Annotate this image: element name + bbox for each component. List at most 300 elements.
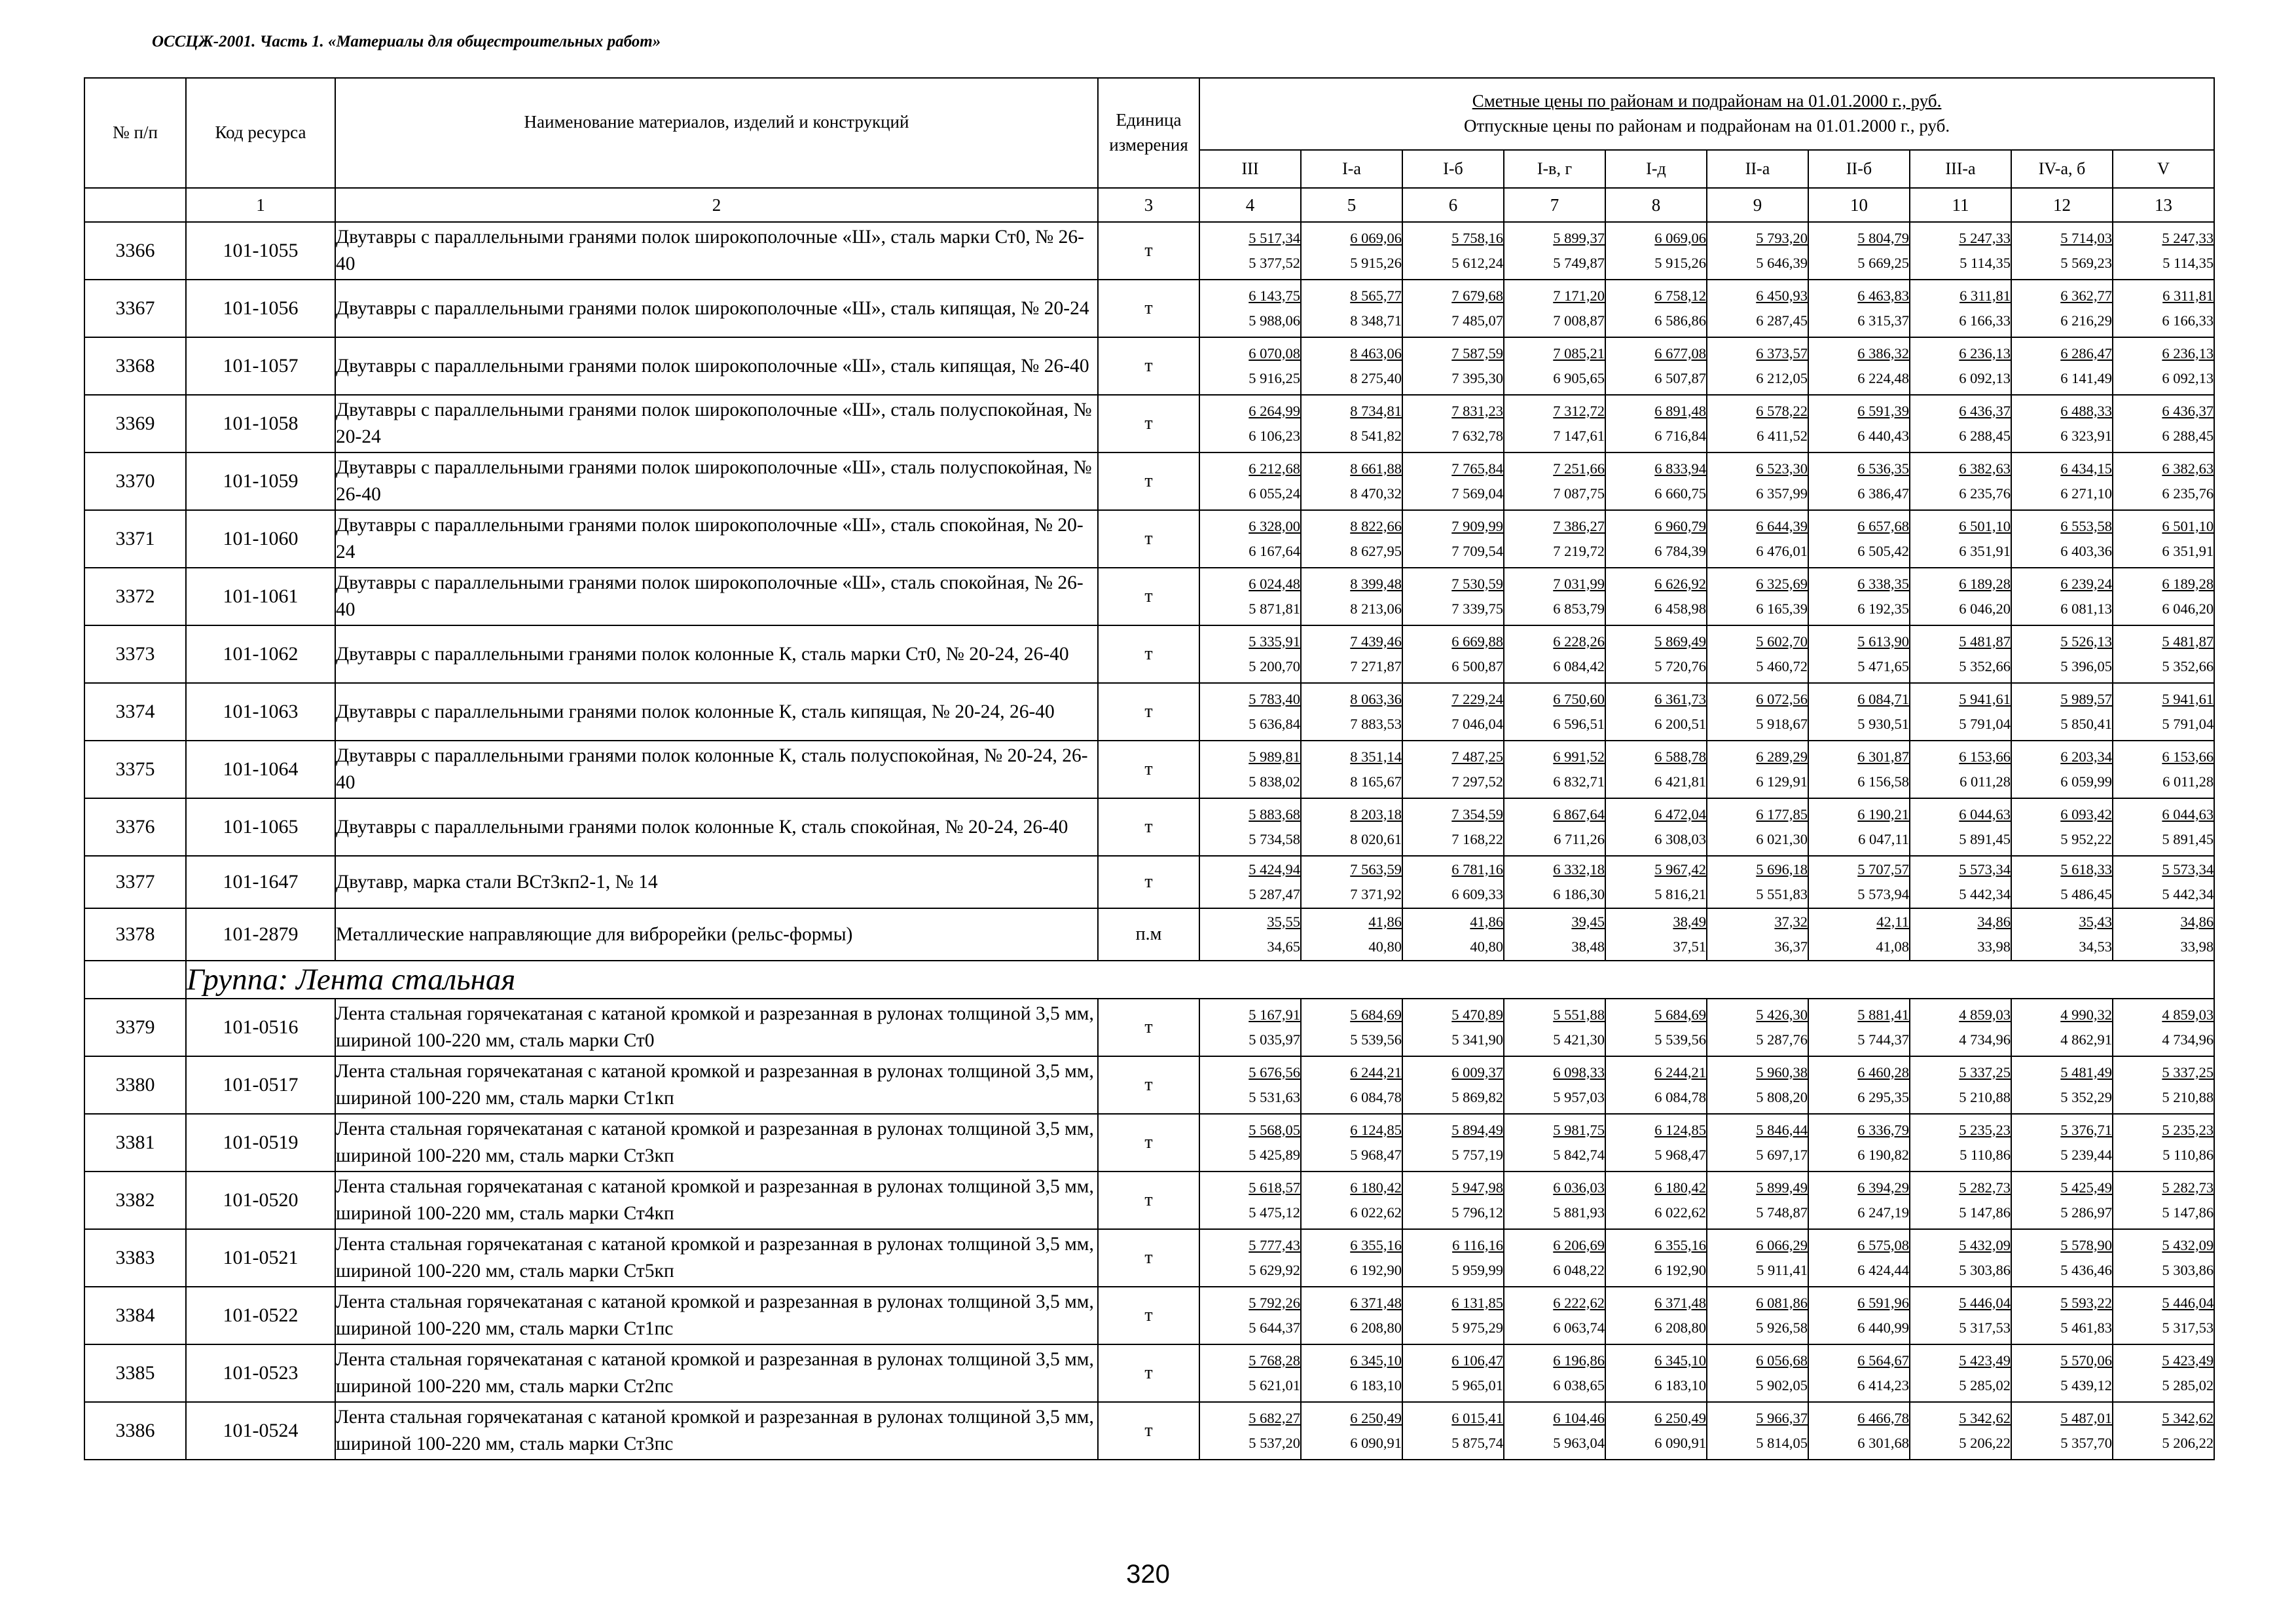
column-number: 10 [1808,188,1910,222]
estimate-price: 6 644,39 [1756,517,1808,534]
material-name: Металлические направляющие для виброрейки (рельс-формы) [335,908,1098,961]
estimate-price: 6 189,28 [1959,575,2011,592]
price-cell [2011,908,2113,961]
resource-code: 101-1065 [186,798,335,856]
column-number: 8 [1605,188,1707,222]
estimate-price: 6 553,58 [2060,517,2112,534]
price-cell [1504,1114,1605,1172]
row-number: 3375 [84,741,186,798]
release-price: 5 808,20 [1756,1089,1808,1105]
price-cell [1707,1344,1808,1402]
estimate-price: 5 593,22 [2060,1294,2112,1311]
release-price: 5 697,17 [1756,1147,1808,1163]
release-price: 5 200,70 [1248,658,1300,674]
estimate-price: 8 399,48 [1350,575,1402,592]
price-cell [1707,1229,1808,1287]
estimate-price: 6 056,68 [1756,1352,1808,1369]
estimate-price: 6 371,48 [1350,1294,1402,1311]
price-cell [1605,1287,1707,1344]
release-price: 4 734,96 [1959,1031,2011,1048]
estimate-price: 5 335,91 [1248,633,1300,650]
estimate-price: 8 822,66 [1350,517,1402,534]
price-cell [1910,683,2011,741]
release-price: 6 288,45 [1959,428,2011,444]
release-price: 8 275,40 [1350,370,1402,386]
release-price: 6 832,71 [1553,773,1605,790]
release-price: 6 092,13 [2162,370,2214,386]
price-cell [1199,856,1301,908]
price-cell [2113,1114,2214,1172]
price-cell [2011,510,2113,568]
material-name: Двутавры с параллельными гранями полок широкополочные «Ш», сталь кипящая, № 20-24 [335,280,1098,337]
release-price: 6 224,48 [1857,370,1909,386]
release-price: 5 377,52 [1248,255,1300,271]
release-price: 33,98 [2180,938,2214,955]
price-cell [1301,395,1402,452]
unit-of-measure: т [1098,1402,1199,1460]
estimate-price: 5 966,37 [1756,1409,1808,1426]
price-cell [2113,337,2214,395]
price-cell [1504,280,1605,337]
price-cell [1402,1172,1504,1229]
estimate-price: 5 696,18 [1756,860,1808,877]
release-price: 6 081,13 [2060,600,2112,617]
material-name: Двутавры с параллельными гранями полок широкополочные «Ш», сталь кипящая, № 26-40 [335,337,1098,395]
release-price: 5 930,51 [1857,716,1909,732]
material-name: Лента стальная горячекатаная с катаной кромкой и разрезанная в рулонах толщиной 3,5 мм, шириной 100-220 мм, сталь марки Ст3кп [335,1114,1098,1172]
price-cell [2011,798,2113,856]
unit-of-measure: т [1098,452,1199,510]
estimate-price: 8 351,14 [1350,748,1402,765]
price-cell [1808,280,1910,337]
row-number: 3380 [84,1056,186,1114]
price-cell [1504,908,1605,961]
price-cell [2011,337,2113,395]
estimate-price: 7 679,68 [1451,287,1503,304]
material-name: Двутавры с параллельными гранями полок широкополочные «Ш», сталь марки Ст0, № 26-40 [335,222,1098,280]
release-price: 5 425,89 [1248,1147,1300,1163]
estimate-price: 5 432,09 [2162,1236,2214,1253]
price-cell [2113,683,2214,741]
release-price: 5 239,44 [2060,1147,2112,1163]
estimate-price: 6 382,63 [1959,460,2011,477]
release-price: 6 301,68 [1857,1435,1909,1451]
release-price: 6 235,76 [1959,485,2011,502]
price-cell [2113,280,2214,337]
release-price: 5 612,24 [1451,255,1503,271]
table-row [84,280,2214,337]
release-price: 5 287,47 [1248,886,1300,902]
table-row [84,1229,2214,1287]
release-price: 5 352,66 [2162,658,2214,674]
release-price: 6 784,39 [1654,543,1706,559]
release-price: 6 092,13 [1959,370,2011,386]
release-price: 6 308,03 [1654,831,1706,847]
price-cell [2011,452,2113,510]
estimate-price: 5 783,40 [1248,690,1300,707]
release-price: 6 090,91 [1654,1435,1706,1451]
price-cell [1605,395,1707,452]
unit-of-measure: т [1098,1172,1199,1229]
price-cell [1605,908,1707,961]
release-price: 6 476,01 [1756,543,1808,559]
price-cell [2113,1229,2214,1287]
price-cell [1504,683,1605,741]
release-price: 5 988,06 [1248,312,1300,329]
estimate-price: 5 487,01 [2060,1409,2112,1426]
release-price: 34,53 [2079,938,2112,955]
estimate-price: 6 044,63 [1959,805,2011,822]
release-price: 5 569,23 [2060,255,2112,271]
price-cell [1910,280,2011,337]
material-name: Двутавры с параллельными гранями полок колонные К, сталь полуспокойная, № 20-24, 26-40 [335,741,1098,798]
release-price: 6 403,36 [2060,543,2112,559]
release-price: 6 090,91 [1350,1435,1402,1451]
estimate-price: 6 070,08 [1248,344,1300,361]
release-price: 6 084,78 [1654,1089,1706,1105]
price-cell [1808,1172,1910,1229]
estimate-price: 6 069,06 [1654,229,1706,246]
price-cell [1707,1056,1808,1114]
price-cell [1199,510,1301,568]
price-cell [1707,222,1808,280]
price-cell [1605,856,1707,908]
release-price: 5 147,86 [2162,1204,2214,1221]
price-cell [1605,1172,1707,1229]
price-cell [1808,1287,1910,1344]
table-row [84,1056,2214,1114]
release-price: 5 875,74 [1451,1435,1503,1451]
price-cell [1707,510,1808,568]
column-number: 12 [2011,188,2113,222]
resource-code: 101-1062 [186,625,335,683]
release-price: 8 165,67 [1350,773,1402,790]
release-price: 5 975,29 [1451,1320,1503,1336]
resource-code: 101-1064 [186,741,335,798]
release-price: 6 235,76 [2162,485,2214,502]
estimate-price: 6 131,85 [1451,1294,1503,1311]
estimate-price: 42,11 [1876,913,1909,930]
table-body-a [84,222,2214,961]
table-row [84,395,2214,452]
region-header: I-а [1301,150,1402,188]
price-cell [1301,1402,1402,1460]
estimate-price: 6 212,68 [1248,460,1300,477]
price-cell [1199,1056,1301,1114]
release-price: 6 046,20 [1959,600,2011,617]
estimate-price: 5 235,23 [2162,1121,2214,1138]
estimate-price: 7 831,23 [1451,402,1503,419]
row-number: 3376 [84,798,186,856]
release-price: 6 357,99 [1756,485,1808,502]
estimate-price: 6 450,93 [1756,287,1808,304]
estimate-price: 6 991,52 [1553,748,1605,765]
price-cell [1707,908,1808,961]
price-cell [1402,683,1504,741]
release-price: 5 442,34 [2162,886,2214,902]
estimate-price: 6 250,49 [1350,1409,1402,1426]
price-cell [1402,510,1504,568]
estimate-price: 5 792,26 [1248,1294,1300,1311]
release-price: 6 011,28 [1959,773,2011,790]
estimate-price: 6 488,33 [2060,402,2112,419]
price-cell [1199,568,1301,625]
estimate-price: 7 587,59 [1451,344,1503,361]
group-row [84,961,2214,999]
price-cell [1808,1344,1910,1402]
price-cell [1605,1056,1707,1114]
price-cell [1707,395,1808,452]
price-cell [1605,452,1707,510]
price-cell [2011,741,2113,798]
price-cell [1199,798,1301,856]
estimate-price: 5 682,27 [1248,1409,1300,1426]
release-price: 6 295,35 [1857,1089,1909,1105]
estimate-price: 5 446,04 [2162,1294,2214,1311]
release-price: 5 952,22 [2060,831,2112,847]
release-price: 6 192,90 [1654,1262,1706,1278]
price-cell [1707,856,1808,908]
row-number: 3377 [84,856,186,908]
price-cell [1808,683,1910,741]
price-cell [1910,452,2011,510]
release-price: 8 541,82 [1350,428,1402,444]
unit-of-measure: т [1098,625,1199,683]
estimate-price: 7 530,59 [1451,575,1503,592]
price-cell [1808,999,1910,1056]
unit-of-measure: т [1098,1229,1199,1287]
release-price: 5 531,63 [1248,1089,1300,1105]
release-price: 5 842,74 [1553,1147,1605,1163]
estimate-price: 6 833,94 [1654,460,1706,477]
price-cell [1199,683,1301,741]
estimate-price: 6 472,04 [1654,805,1706,822]
release-price: 5 881,93 [1553,1204,1605,1221]
price-cell [1808,625,1910,683]
release-price: 5 317,53 [1959,1320,2011,1336]
release-price: 5 734,58 [1248,831,1300,847]
document-header-title: ОССЦЖ-2001. Часть 1. «Материалы для общестроительных работ» [152,33,661,50]
price-cell [2113,1344,2214,1402]
price-cell [1504,856,1605,908]
estimate-price: 6 264,99 [1248,402,1300,419]
estimate-price: 6 244,21 [1654,1063,1706,1080]
estimate-price: 5 684,69 [1350,1006,1402,1023]
price-cell [2113,741,2214,798]
price-cell [1504,1172,1605,1229]
release-price: 7 219,72 [1553,543,1605,559]
release-price: 5 968,47 [1350,1147,1402,1163]
release-price: 5 720,76 [1654,658,1706,674]
estimate-price: 6 236,13 [1959,344,2011,361]
table-body-b [84,999,2214,1460]
release-price: 5 816,21 [1654,886,1706,902]
estimate-price: 6 466,78 [1857,1409,1909,1426]
release-price: 6 208,80 [1654,1320,1706,1336]
estimate-price: 6 143,75 [1248,287,1300,304]
release-price: 5 629,92 [1248,1262,1300,1278]
estimate-price: 5 481,87 [2162,633,2214,650]
estimate-price: 6 081,86 [1756,1294,1808,1311]
price-cell [1402,856,1504,908]
unit-of-measure: т [1098,1114,1199,1172]
release-price: 7 339,75 [1451,600,1503,617]
release-price: 6 351,91 [1959,543,2011,559]
release-price: 6 216,29 [2060,312,2112,329]
estimate-price: 5 758,16 [1451,229,1503,246]
release-price: 5 796,12 [1451,1204,1503,1221]
estimate-price: 6 124,85 [1654,1121,1706,1138]
price-cell [1605,280,1707,337]
release-price: 7 395,30 [1451,370,1503,386]
release-price: 5 850,41 [2060,716,2112,732]
release-price: 5 902,05 [1756,1377,1808,1393]
table-row [84,568,2214,625]
unit-of-measure: т [1098,1287,1199,1344]
estimate-price: 6 098,33 [1553,1063,1605,1080]
price-cell [1301,741,1402,798]
release-price: 40,80 [1470,938,1503,955]
estimate-price: 6 463,83 [1857,287,1909,304]
estimate-price: 5 947,98 [1451,1179,1503,1196]
row-number: 3367 [84,280,186,337]
price-cell [2113,1056,2214,1114]
resource-code: 101-1056 [186,280,335,337]
estimate-price: 5 578,90 [2060,1236,2112,1253]
price-cell [1605,741,1707,798]
column-number: 7 [1504,188,1605,222]
estimate-price: 5 282,73 [1959,1179,2011,1196]
estimate-price: 6 434,15 [2060,460,2112,477]
estimate-price: 6 206,69 [1553,1236,1605,1253]
material-name: Лента стальная горячекатаная с катаной кромкой и разрезанная в рулонах толщиной 3,5 мм, шириной 100-220 мм, сталь марки Ст3пс [335,1402,1098,1460]
release-price: 6 440,43 [1857,428,1909,444]
release-price: 6 287,45 [1756,312,1808,329]
release-price: 6 315,37 [1857,312,1909,329]
estimate-price: 5 777,43 [1248,1236,1300,1253]
price-cell [1504,395,1605,452]
price-cell [1199,337,1301,395]
estimate-price: 6 523,30 [1756,460,1808,477]
release-price: 6 853,79 [1553,600,1605,617]
price-cell [1504,741,1605,798]
price-cell [1504,568,1605,625]
column-number-empty [84,188,186,222]
estimate-price: 6 066,29 [1756,1236,1808,1253]
release-price: 5 916,25 [1248,370,1300,386]
estimate-price: 5 517,34 [1248,229,1300,246]
release-price: 6 586,86 [1654,312,1706,329]
price-cell [1910,798,2011,856]
price-cell [1199,222,1301,280]
estimate-price: 6 203,34 [2060,748,2112,765]
estimate-price: 6 345,10 [1350,1352,1402,1369]
estimate-price: 6 575,08 [1857,1236,1909,1253]
release-price: 5 210,88 [1959,1089,2011,1105]
price-cell [2011,1056,2113,1114]
price-cell [2113,1287,2214,1344]
table-row [84,683,2214,741]
material-name: Лента стальная горячекатаная с катаной кромкой и разрезанная в рулонах толщиной 3,5 мм, шириной 100-220 мм, сталь марки Ст5кп [335,1229,1098,1287]
release-price: 6 156,58 [1857,773,1909,790]
price-cell [1504,1056,1605,1114]
estimate-price: 5 337,25 [2162,1063,2214,1080]
release-price: 5 669,25 [1857,255,1909,271]
price-cell [1808,908,1910,961]
release-price: 5 285,02 [1959,1377,2011,1393]
material-name: Лента стальная горячекатаная с катаной кромкой и разрезанная в рулонах толщиной 3,5 мм, шириной 100-220 мм, сталь марки Ст1кп [335,1056,1098,1114]
price-cell [1504,1287,1605,1344]
estimate-price: 35,43 [2079,913,2112,930]
release-price: 5 206,22 [2162,1435,2214,1451]
price-cell [1402,741,1504,798]
release-price: 5 110,86 [1959,1147,2011,1163]
release-price: 5 636,84 [1248,716,1300,732]
resource-code: 101-1063 [186,683,335,741]
release-price: 6 166,33 [2162,312,2214,329]
unit-of-measure: т [1098,999,1199,1056]
estimate-price: 5 989,81 [1248,748,1300,765]
region-header: III-а [1910,150,2011,188]
header-code: Код ресурса [186,78,335,188]
release-price: 6 596,51 [1553,716,1605,732]
material-name: Двутавры с параллельными гранями полок широкополочные «Ш», сталь спокойная, № 20-24 [335,510,1098,568]
estimate-price: 5 684,69 [1654,1006,1706,1023]
price-cell [1910,1114,2011,1172]
estimate-price: 6 301,87 [1857,748,1909,765]
price-cell [2113,908,2214,961]
price-cell [1504,1344,1605,1402]
estimate-price: 6 588,78 [1654,748,1706,765]
release-price: 5 537,20 [1248,1435,1300,1451]
estimate-price: 6 373,57 [1756,344,1808,361]
estimate-price: 5 470,89 [1451,1006,1503,1023]
estimate-price: 6 311,81 [1959,287,2011,304]
estimate-price: 5 676,56 [1248,1063,1300,1080]
release-price: 5 442,34 [1959,886,2011,902]
price-cell [1199,1229,1301,1287]
release-price: 7 632,78 [1451,428,1503,444]
row-number: 3386 [84,1402,186,1460]
material-name: Двутавры с параллельными гранями полок широкополочные «Ш», сталь спокойная, № 26-40 [335,568,1098,625]
release-price: 6 505,42 [1857,543,1909,559]
price-cell [1707,1172,1808,1229]
price-cell [1199,1402,1301,1460]
price-cell [1707,1402,1808,1460]
price-cell [1707,337,1808,395]
release-price: 6 288,45 [2162,428,2214,444]
price-cell [1199,395,1301,452]
estimate-price: 6 328,00 [1248,517,1300,534]
column-number: 5 [1301,188,1402,222]
release-price: 5 352,29 [2060,1089,2112,1105]
price-cell [1402,1229,1504,1287]
price-cell [1808,568,1910,625]
estimate-price: 7 171,20 [1553,287,1605,304]
release-price: 5 539,56 [1350,1031,1402,1048]
estimate-price: 6 072,56 [1756,690,1808,707]
estimate-price: 6 361,73 [1654,690,1706,707]
estimate-price: 6 677,08 [1654,344,1706,361]
price-cell [2011,1114,2113,1172]
price-cell [2113,452,2214,510]
estimate-price: 8 565,77 [1350,287,1402,304]
release-price: 41,08 [1876,938,1909,955]
table-row [84,798,2214,856]
resource-code: 101-1058 [186,395,335,452]
price-cell [1402,452,1504,510]
header-num: № п/п [84,78,186,188]
